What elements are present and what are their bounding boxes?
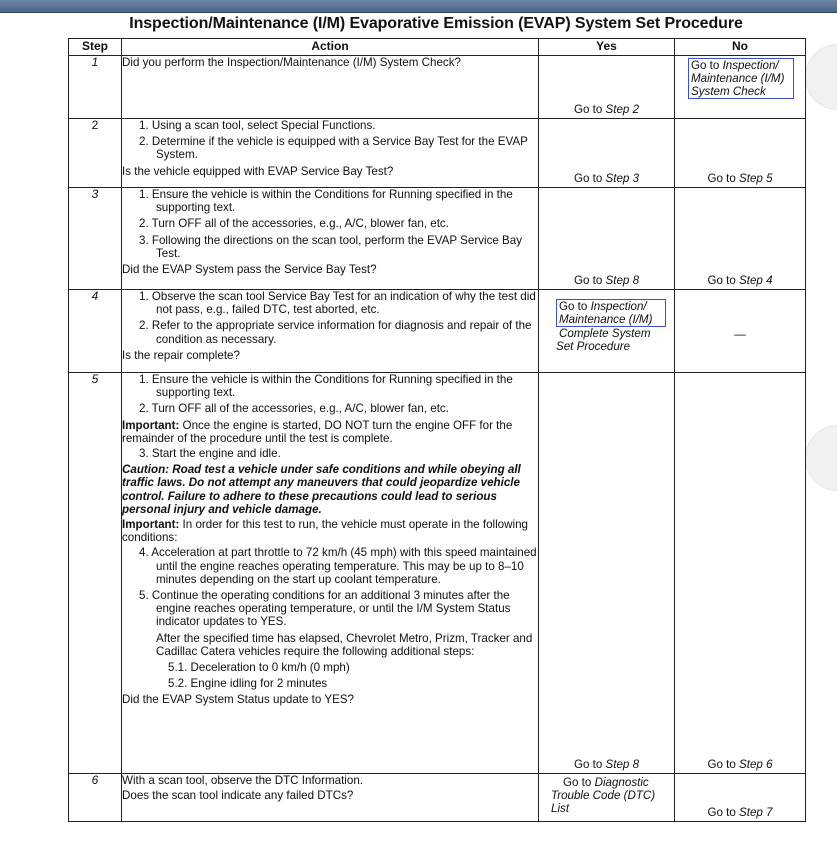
yes-cell [539,188,675,290]
side-scroll-bubble[interactable] [805,44,837,110]
list-item: 1. Ensure the vehicle is within the Conditions for Running specified in the supporting text. [139,373,513,400]
list-item: 2. Turn OFF all of the accessories, e.g., A/C, blower fan, etc. [139,217,449,231]
yes-answer[interactable]: Go to Step 8 [573,273,640,287]
step-number: 1 [69,56,122,119]
list-item: 4. Acceleration at part throttle to 72 km/h (45 mph) with this speed maintained until the engine reaches operating temperature. This may be up to 8–10 minutes depending on the start up coolant temperature. [139,546,537,586]
yes-cell [539,56,675,119]
list-item: 5. Continue the operating conditions for an additional 3 minutes after the engine reaches operating temperature, or until the I/M System Status indicator updates to YES. [139,589,511,629]
action-cell [122,188,539,290]
step-number: 6 [69,774,122,822]
no-cell [675,290,806,373]
sub-list-item: 5.2. Engine idling for 2 minutes [168,677,328,691]
list-item: 2. Refer to the appropriate service information for diagnosis and repair of the condition as necessary. [139,319,532,346]
yes-answer[interactable]: Go to Step 2 [573,102,640,116]
yes-cell [539,119,675,188]
list-item: 1. Observe the scan tool Service Bay Test for an indication of why the test did not pass, e.g., failed DTC, test aborted, etc. [139,290,536,317]
table-header-row [69,39,806,56]
no-answer[interactable]: Go to Step 6 [707,757,773,771]
table-row [69,373,806,774]
important-note: Important: Once the engine is started, DO NOT turn the engine OFF for the remainder of the procedure until the test is complete. [122,418,513,445]
action-text: With a scan tool, observe the DTC Information. [122,774,363,787]
no-answer-link[interactable]: Go to Inspection/ Maintenance (I/M) System Check [688,58,794,99]
question-text: Is the repair complete? [122,348,240,362]
yes-cell [539,373,675,774]
question-text: Does the scan tool indicate any failed DTCs? [122,789,354,803]
viewer-top-bar [0,0,837,13]
caution-note: Caution: Road test a vehicle under safe conditions and while obeying all traffic laws. Do not attempt any maneuvers that could jeopardize vehicle control. Failure to adhere to these precautions could lead to serious personal injury and vehicle damage. [122,463,521,516]
list-item: 3. Following the directions on the scan tool, perform the EVAP Service Bay Test. [139,233,523,260]
question-text: Did the EVAP System pass the Service Bay Test? [122,263,377,277]
no-answer[interactable]: Go to Step 5 [707,171,773,185]
procedure-table [68,38,806,822]
yes-cell [539,774,675,822]
action-cell [122,119,539,188]
question-text: Did you perform the Inspection/Maintenance (I/M) System Check? [122,56,461,69]
no-cell [675,774,806,822]
step-number: 2 [69,119,122,188]
no-answer[interactable]: Go to Step 7 [707,805,773,819]
table-row [69,119,806,188]
question-text: Is the vehicle equipped with EVAP Service Bay Test? [122,164,394,178]
step-number: 3 [69,188,122,290]
sub-list-item: 5.1. Deceleration to 0 km/h (0 mph) [168,661,350,675]
list-item-continuation: After the specified time has elapsed, Chevrolet Metro, Prizm, Tracker and Cadillac Catera vehicles require the following additional steps: [156,631,533,658]
action-cell [122,56,539,119]
table-row [69,290,806,373]
action-cell [122,373,539,774]
list-item: 1. Ensure the vehicle is within the Conditions for Running specified in the supporting text. [139,188,513,215]
yes-answer[interactable]: Go to Step 3 [573,171,640,185]
important-note: Important: In order for this test to run, the vehicle must operate in the following conditions: [122,518,528,545]
no-cell [675,188,806,290]
table-row [69,188,806,290]
side-scroll-bubble[interactable] [805,425,837,491]
page-title: Inspection/Maintenance (I/M) Evaporative Emission (EVAP) System Set Procedure [129,15,743,32]
list-item: 2. Determine if the vehicle is equipped with a Service Bay Test for the EVAP System. [139,135,528,162]
no-cell [675,56,806,119]
list-item: 1. Using a scan tool, select Special Functions. [139,119,376,132]
header-yes: Yes [539,39,675,56]
no-answer[interactable]: Go to Step 4 [707,273,773,287]
table-row [69,56,806,119]
header-action: Action [122,39,539,56]
yes-answer[interactable]: Go to Diagnostic Trouble Code (DTC) List [551,776,656,815]
step-number: 5 [69,373,122,774]
yes-cell [539,290,675,373]
list-item: 2. Turn OFF all of the accessories, e.g., A/C, blower fan, etc. [139,402,449,416]
yes-answer-link[interactable]: Go to Inspection/ Maintenance (I/M) Complete System Set Procedure [556,299,666,353]
header-step: Step [69,39,122,56]
question-text: Did the EVAP System Status update to YES? [122,693,355,707]
list-item: 3. Start the engine and idle. [139,447,281,461]
table-row [69,774,806,822]
no-cell [675,119,806,188]
header-no: No [675,39,806,56]
no-answer: — [734,328,746,341]
step-number: 4 [69,290,122,373]
yes-answer[interactable]: Go to Step 8 [573,757,640,771]
no-cell [675,373,806,774]
action-cell [122,290,539,373]
action-cell [122,774,539,822]
